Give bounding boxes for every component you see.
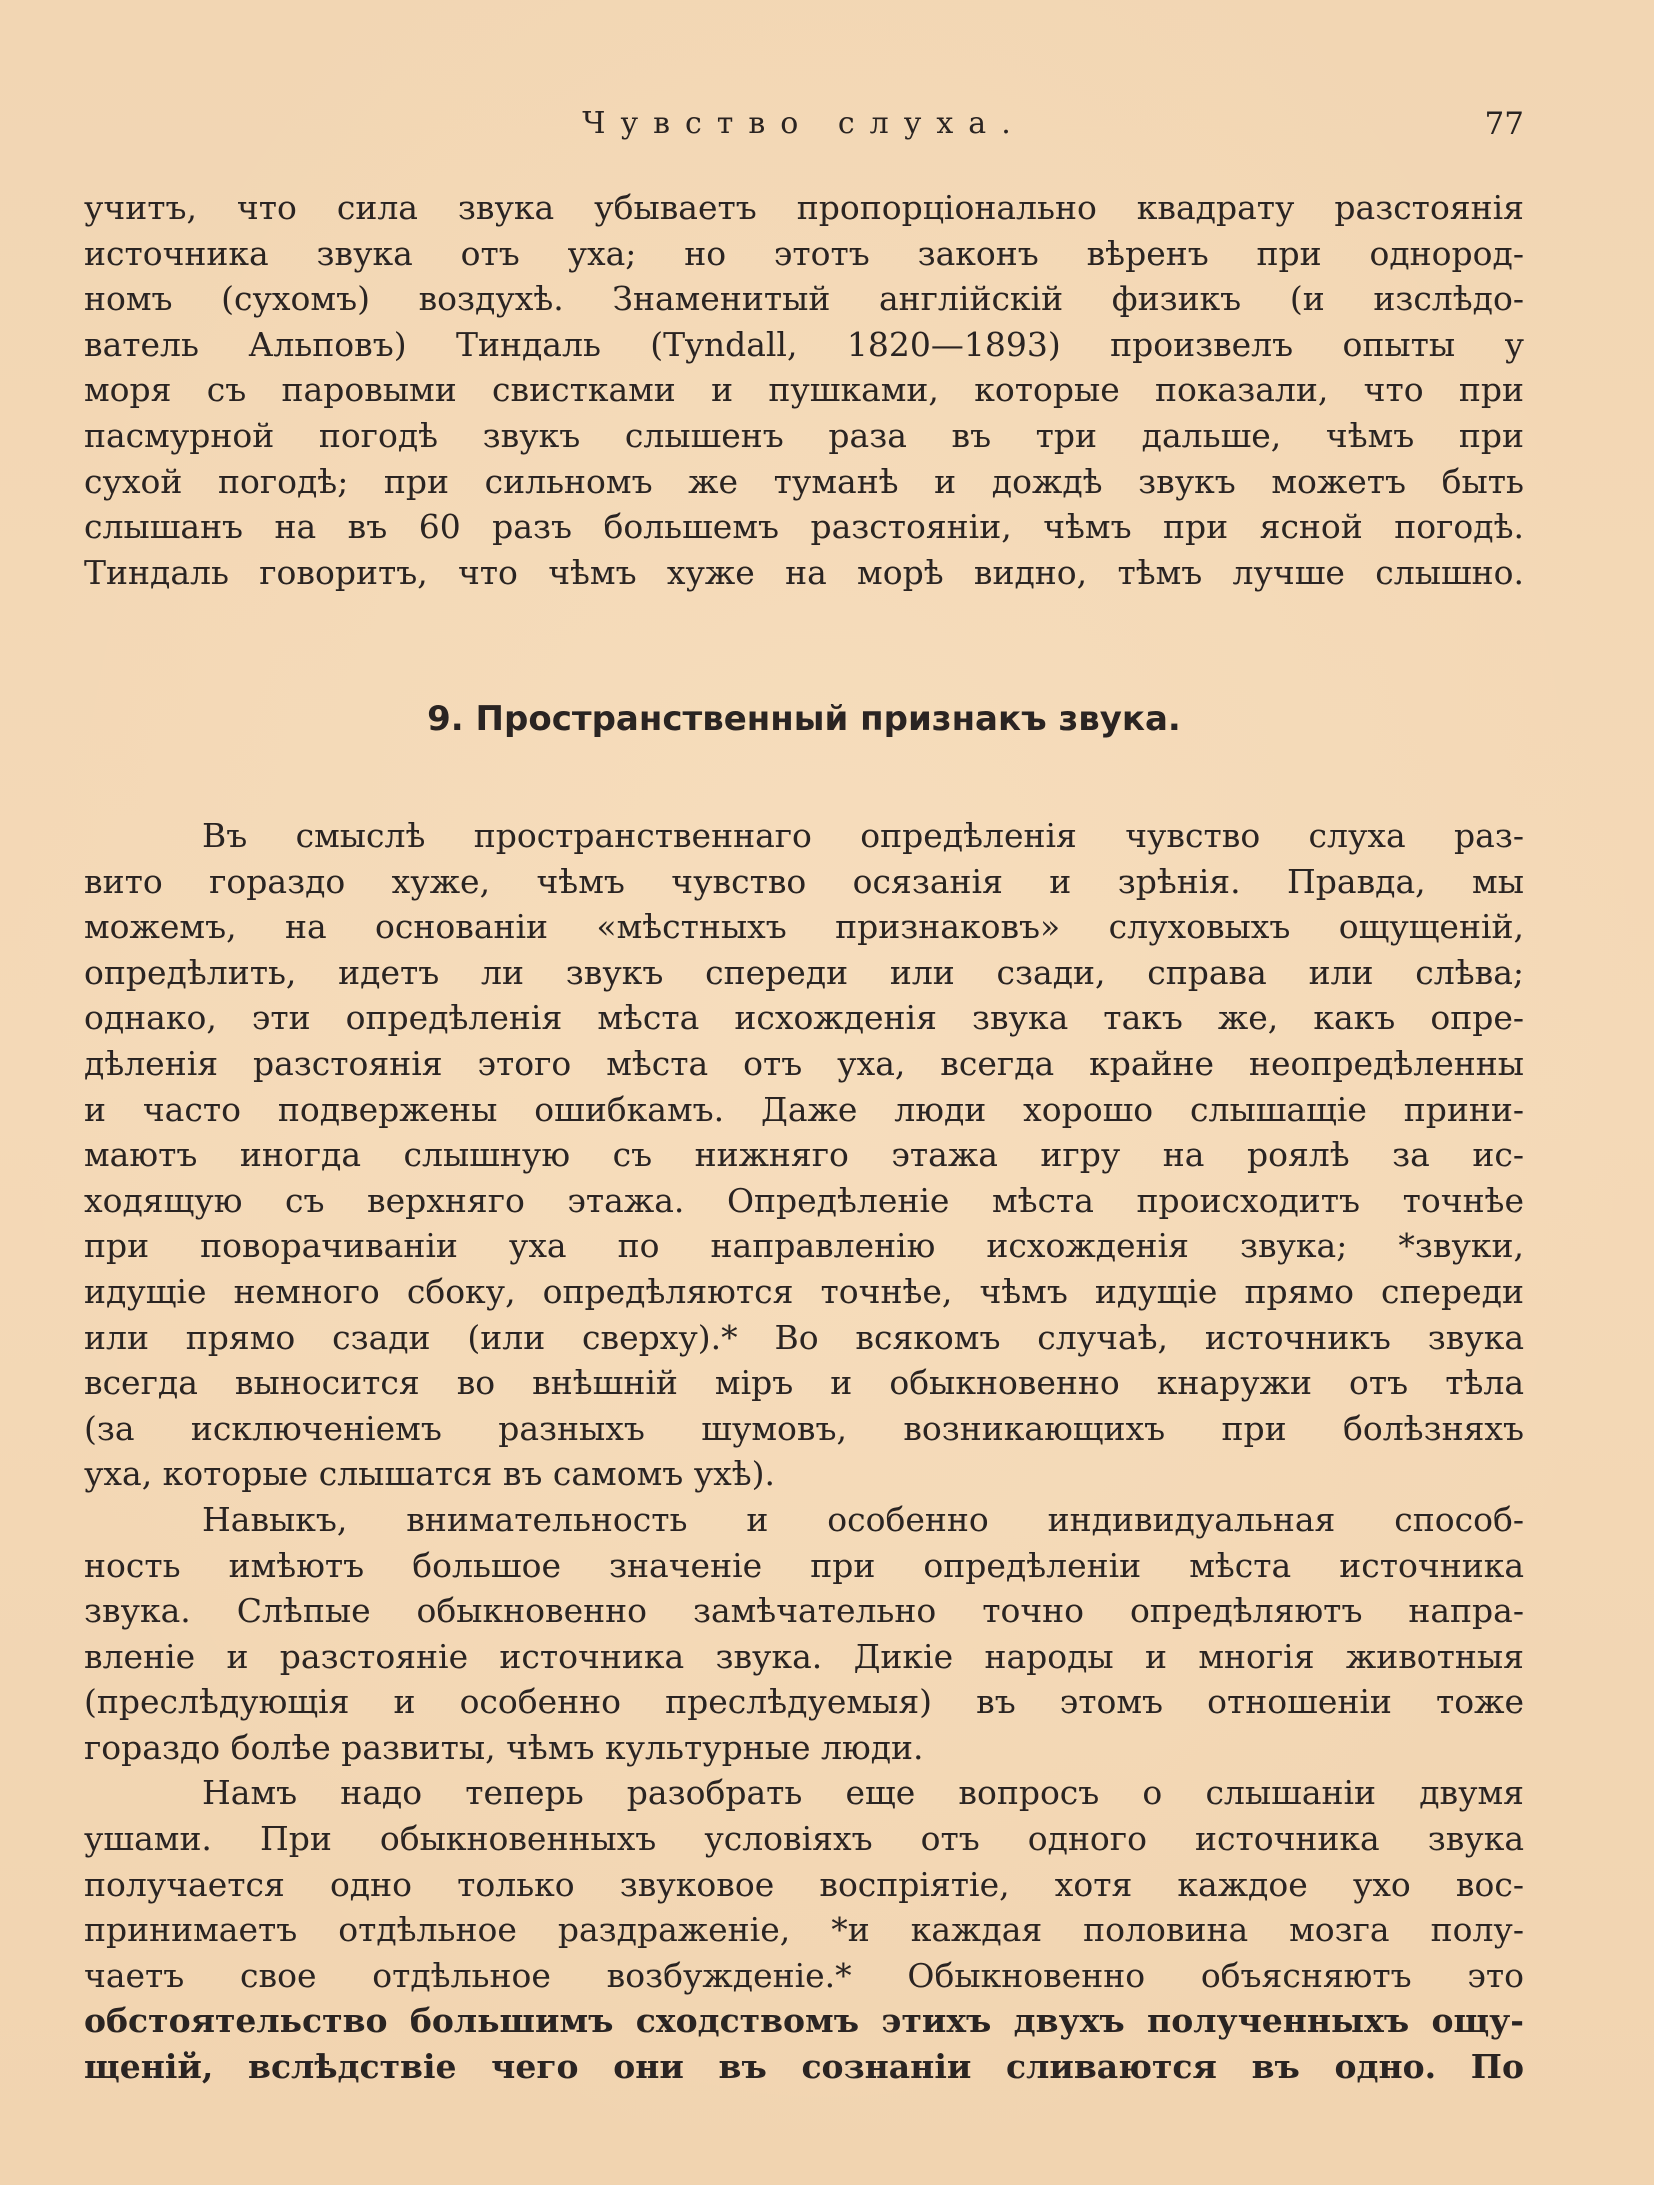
text-line: можемъ, на основаніи «мѣстныхъ признаковъ» слуховыхъ ощущеній, — [84, 907, 1524, 947]
text-line: звука. Слѣпые обыкновенно замѣчательно точно опредѣляютъ напра- — [84, 1591, 1524, 1631]
text-line: слышанъ на въ 60 разъ большемъ разстояніи, чѣмъ при ясной погодѣ. — [84, 507, 1524, 547]
text-line: Въ смыслѣ пространственнаго опредѣленія чувство слуха раз- — [202, 816, 1524, 855]
text-line: уха, которые слышатся въ самомъ ухѣ). — [84, 1454, 776, 1494]
text-line: Намъ надо теперь разобрать еще вопросъ о слышаніи двумя — [202, 1773, 1524, 1813]
text-line: ность имѣютъ большое значеніе при опредѣленіи мѣста источника — [84, 1545, 1524, 1585]
running-header — [84, 104, 1524, 144]
text-line: опредѣлить, идетъ ли звукъ спереди или сзади, справа или слѣва; — [84, 952, 1524, 992]
text-line: обстоятельство большимъ сходствомъ этихъ двухъ полученныхъ ощу- — [84, 2001, 1524, 2041]
text-line: при поворачиваніи уха по направленію исхожденія звука; *звуки, — [84, 1226, 1524, 1266]
paragraph-continued — [84, 185, 1524, 595]
text-line: источника звука отъ уха; но этотъ законъ вѣренъ при однород- — [84, 233, 1524, 273]
text-line: (преслѣдующія и особенно преслѣдуемыя) въ этомъ отношеніи тоже — [84, 1682, 1524, 1722]
text-line: ушами. При обыкновенныхъ условіяхъ отъ одного источника звука — [84, 1819, 1524, 1859]
text-line: вленіе и разстояніе источника звука. Дикіе народы и многія животныя — [84, 1636, 1524, 1676]
text-line: дѣленія разстоянія этого мѣста отъ уха, всегда крайне неопредѣленны — [84, 1043, 1524, 1083]
text-line: чаетъ свое отдѣльное возбужденіе.* Обыкновенно объясняютъ это — [84, 1955, 1524, 1995]
text-line: вито гораздо хуже, чѣмъ чувство осязанія и зрѣнія. Правда, мы — [84, 861, 1524, 901]
text-line: ватель Альповъ) Тиндаль (Tyndall, 1820—1893) произвелъ опыты у — [84, 324, 1524, 364]
text-line: гораздо болѣе развиты, чѣмъ культурные люди. — [84, 1727, 924, 1767]
text-line: или прямо сзади (или сверху).* Во всякомъ случаѣ, источникъ звука — [84, 1317, 1524, 1357]
text-line: получается одно только звуковое воспріятіе, хотя каждое ухо вос- — [84, 1864, 1524, 1904]
text-line: моря съ паровыми свистками и пушками, которые показали, что при — [84, 370, 1524, 410]
text-line: учитъ, что сила звука убываетъ пропорціонально квадрату разстоянія — [84, 188, 1524, 227]
text-line: однако, эти опредѣленія мѣста исхожденія звука такъ же, какъ опре- — [84, 998, 1524, 1038]
text-line: и часто подвержены ошибкамъ. Даже люди хорошо слышащіе прини- — [84, 1089, 1524, 1129]
page-number: 77 — [1484, 106, 1524, 142]
text-line: маютъ иногда слышную съ нижняго этажа игру на роялѣ за ис- — [84, 1135, 1524, 1175]
section-heading: 9. Пространственный признакъ звука. — [427, 699, 1181, 739]
text-line: ходящую съ верхняго этажа. Опредѣленіе мѣста происходитъ точнѣе — [84, 1180, 1524, 1220]
text-line: номъ (сухомъ) воздухѣ. Знаменитый англійскій физикъ (и изслѣдо- — [84, 279, 1524, 319]
text-line: Тиндаль говоритъ, что чѣмъ хуже на морѣ видно, тѣмъ лучше слышно. — [84, 552, 1524, 592]
text-line: идущіе немного сбоку, опредѣляются точнѣе, чѣмъ идущіе прямо спереди — [84, 1271, 1524, 1311]
text-line: сухой погодѣ; при сильномъ же туманѣ и дождѣ звукъ можетъ быть — [84, 461, 1524, 501]
text-line: пасмурной погодѣ звукъ слышенъ раза въ три дальше, чѣмъ при — [84, 415, 1524, 455]
text-line: принимаетъ отдѣльное раздраженіе, *и каждая половина мозга полу- — [84, 1910, 1524, 1950]
running-title: Чувство слуха. — [582, 106, 1026, 141]
text-line: (за исключеніемъ разныхъ шумовъ, возникающихъ при болѣзняхъ — [84, 1408, 1524, 1448]
paragraph-spatial-sense — [84, 813, 1524, 2090]
text-line: всегда выносится во внѣшній міръ и обыкновенно кнаружи отъ тѣла — [84, 1363, 1524, 1403]
text-line: Навыкъ, внимательность и особенно индивидуальная способ- — [202, 1499, 1524, 1539]
text-line: щеній, вслѣдствіе чего они въ сознаніи сливаются въ одно. По — [84, 2047, 1524, 2087]
